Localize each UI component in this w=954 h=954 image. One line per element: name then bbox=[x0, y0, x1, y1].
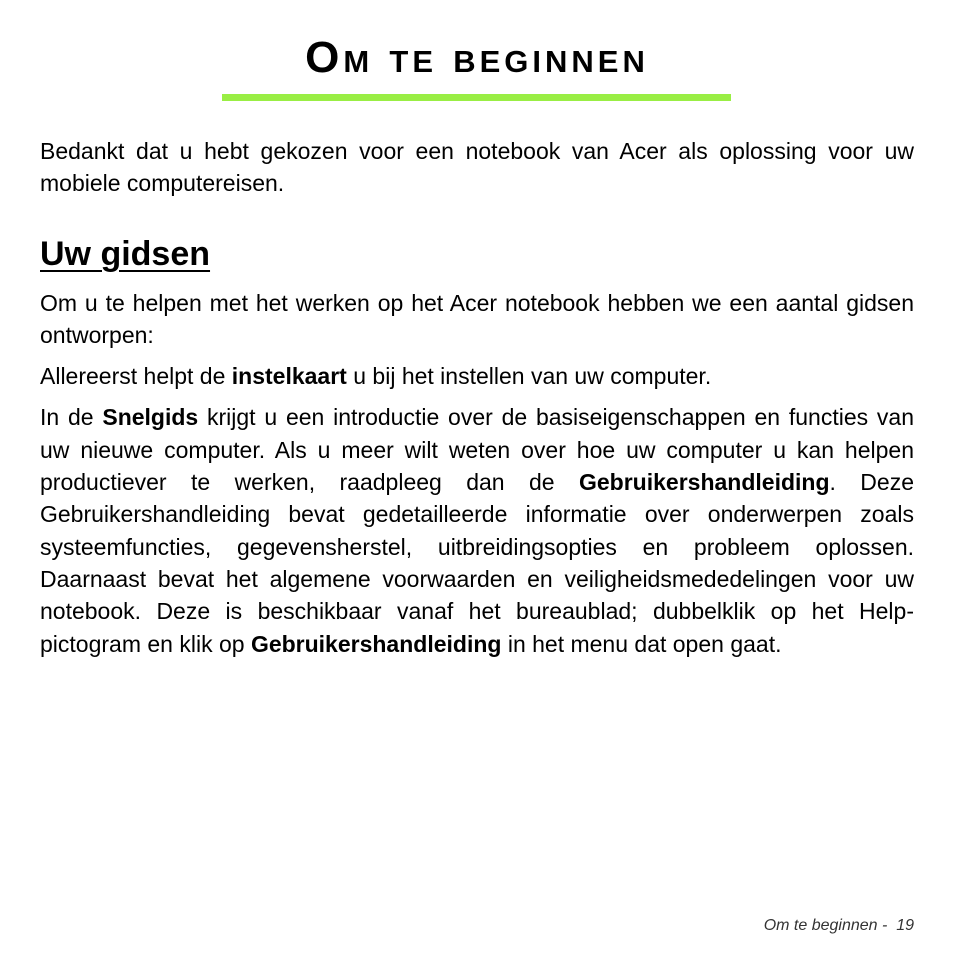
guides-intro-paragraph: Om u te helpen met het werken op het Acer notebook hebben we een aantal gidsen ontworpen: bbox=[40, 289, 914, 348]
intro-paragraph: Bedankt dat u hebt gekozen voor een notebook van Acer als oplossing voor uw mobiele computereisen. bbox=[40, 138, 914, 197]
page-footer bbox=[764, 917, 914, 935]
quick-guide-paragraph bbox=[40, 401, 914, 659]
paragraph-text: u bij het instellen van uw computer. bbox=[346, 363, 712, 390]
user-manual-term: Gebruikershandleiding bbox=[579, 469, 830, 496]
quick-guide-term: Snelgids bbox=[102, 404, 199, 431]
page-number: 19 bbox=[896, 917, 914, 934]
paragraph-text: In de bbox=[40, 404, 103, 431]
paragraph-text: in het menu dat open gaat. bbox=[501, 630, 782, 657]
title-underline-bar bbox=[222, 94, 731, 101]
chapter-title: Om te beginnen bbox=[305, 33, 649, 82]
paragraph-text: . Deze Gebruikershandleiding bevat gedetailleerde informatie over onderwerpen zoals systeemfuncties, gegevensherstel, uitbreidingsopties en probleem oplossen. Daarnaast bevat het algemene voorwaarden en veiligheidsmededelingen voor uw notebook. Deze is beschikbaar vanaf het bureaublad; dubbelklik op het Help-pictogram en klik op bbox=[40, 469, 914, 657]
section-heading: Uw gidsen bbox=[40, 234, 211, 273]
paragraph-text: krijgt u een introductie over de basiseigenschappen en functies van uw nieuwe computer. Als u meer wilt weten over hoe uw computer u kan helpen productiever te werken, raadpleeg dan de bbox=[40, 404, 914, 496]
page-content bbox=[40, 135, 914, 669]
setup-card-term: instelkaart bbox=[231, 363, 347, 390]
user-manual-term: Gebruikershandleiding bbox=[250, 630, 502, 657]
footer-chapter-label: Om te beginnen - bbox=[763, 917, 897, 934]
paragraph-text: Allereerst helpt de bbox=[40, 363, 232, 390]
setup-card-paragraph bbox=[40, 360, 914, 392]
